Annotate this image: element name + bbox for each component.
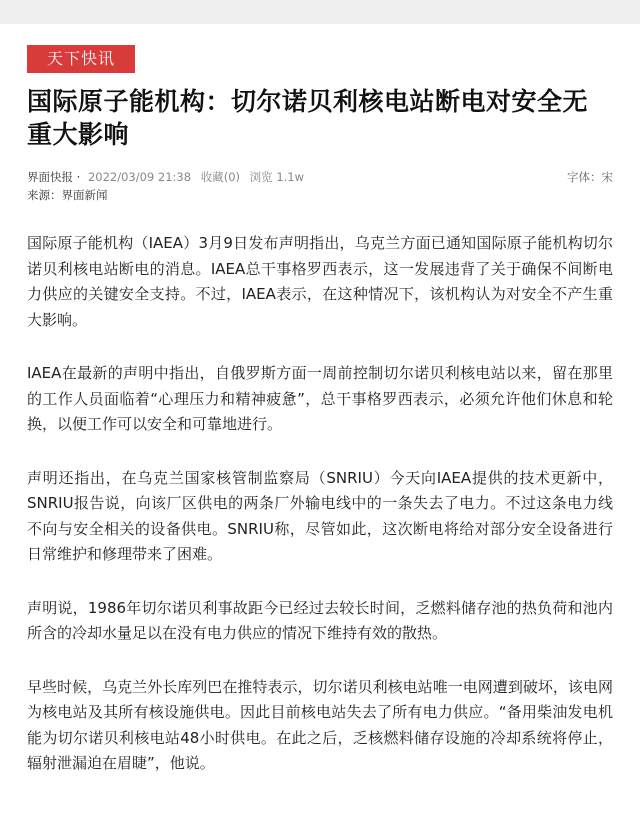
font-size-control[interactable]: 字体：宋 [567, 170, 613, 184]
paragraph: IAEA在最新的声明中指出，自俄罗斯方面一周前控制切尔诺贝利核电站以来，留在那里的工作人员面临着“心理压力和精神疲惫”，总干事格罗西表示，必须允许他们休息和轮换，以便工作可以安全和可靠地进行。 [27, 364, 613, 433]
publish-date: 2022/03/09 21:38 [87, 170, 192, 184]
paragraph: 声明还指出，在乌克兰国家核管制监察局（SNRIU）今天向IAEA提供的技术更新中，SNRIU报告说，向该厂区供电的两条厂外输电线中的一条失去了电力。不过这条电力线不向与安全相关的设备供电。SNRIU称，尽管如此，这次断电将给对部分安全设备进行日常维护和修理带来了困难。 [27, 468, 613, 563]
category-tag[interactable]: 天下快讯 [27, 45, 135, 73]
views-count: 浏览 1.1w [249, 170, 305, 184]
article-body [27, 231, 613, 777]
article-origin: 来源：界面新闻 [27, 188, 108, 202]
top-bar [0, 0, 640, 24]
meta-left [27, 169, 310, 185]
source-name[interactable]: 界面快报 · [27, 170, 81, 184]
article-meta [27, 169, 613, 185]
article [0, 24, 640, 777]
paragraph: 早些时候，乌克兰外长库列巴在推特表示，切尔诺贝利核电站唯一电网遭到破坏，该电网为核电站及其所有核设施供电。因此目前核电站失去了所有电力供应。“备用柴油发电机能为切尔诺贝利核电站48小时供电。在此之后，乏核燃料储存设施的冷却系统将停止，辐射泄漏迫在眉睫”，他说。 [27, 677, 613, 772]
paragraph: 国际原子能机构（IAEA）3月9日发布声明指出，乌克兰方面已通知国际原子能机构切尔诺贝利核电站断电的消息。IAEA总干事格罗西表示，这一发展违背了关于确保不间断电力供应的关键安全支持。不过，IAEA表示，在这种情况下，该机构认为对安全不产生重大影响。 [27, 234, 613, 329]
favorites-count[interactable]: 收藏(0) [200, 170, 241, 184]
paragraph: 声明说，1986年切尔诺贝利事故距今已经过去较长时间，乏燃料储存池的热负荷和池内所含的冷却水量足以在没有电力供应的情况下维持有效的散热。 [27, 598, 613, 642]
article-title: 国际原子能机构：切尔诺贝利核电站断电对安全无重大影响 [27, 87, 589, 149]
